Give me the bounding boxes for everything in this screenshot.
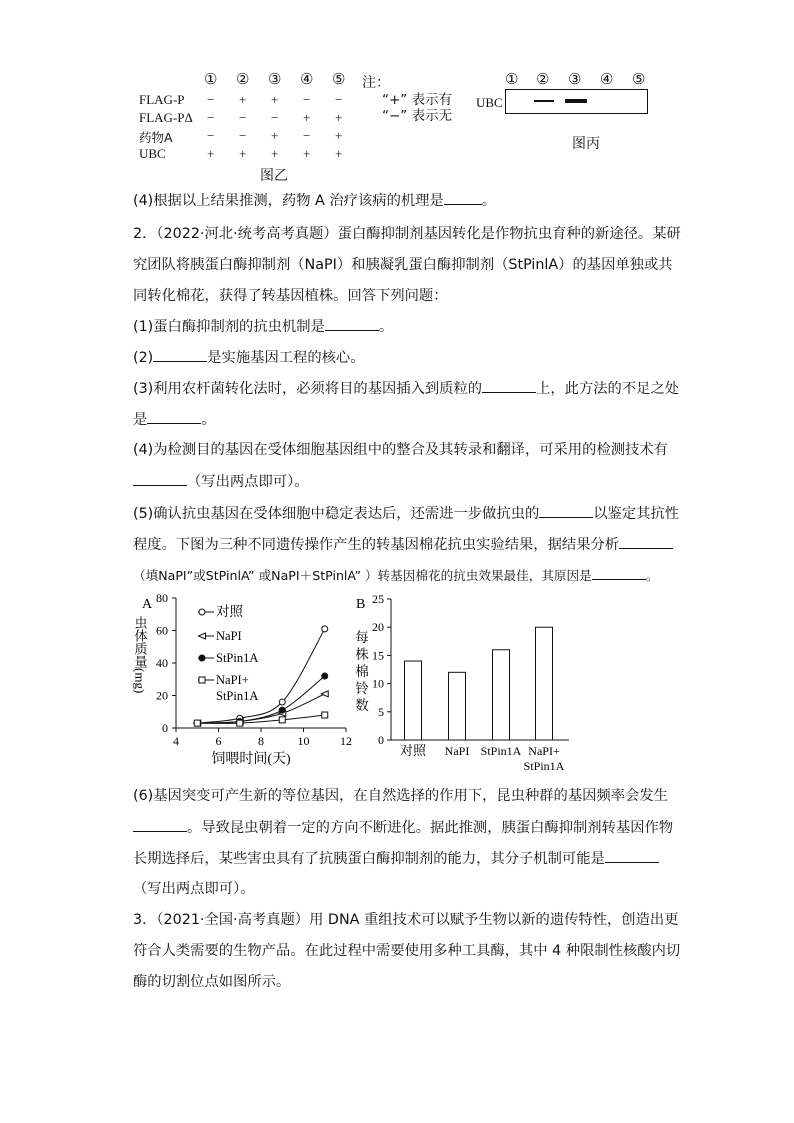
y-tick-label: 60	[156, 623, 168, 638]
x-tick-label: 10	[297, 734, 310, 748]
lane-number: ⑤	[632, 72, 646, 88]
sign-cell: −	[239, 110, 247, 125]
q2-intro-line2: 究团队将胰蛋白酶抑制剂（NaPI）和胰凝乳蛋白酶抑制剂（StPinlA）的基因单独或共	[133, 257, 673, 273]
series-0	[194, 626, 328, 726]
sign-cell: −	[207, 110, 215, 125]
series-2	[194, 673, 328, 726]
q2-part5-line1: (5)确认抗虫基因在受体细胞中稳定表达后，还需进一步做抗虫的 以鉴定其抗性	[133, 503, 679, 524]
x-tick-label: NaPI+	[528, 744, 560, 758]
marker-open-triangle	[199, 633, 206, 639]
row-label: FLAG-P	[139, 92, 185, 107]
y-tick-label: 20	[372, 620, 384, 635]
marker-open-square	[322, 712, 328, 718]
legend-label: NaPI+	[216, 673, 249, 687]
sign-cell: +	[239, 92, 247, 107]
lane-number: ③	[268, 72, 282, 88]
lane-number: ①	[505, 72, 519, 88]
marker-open-square	[237, 720, 243, 726]
q2-part3-line1: (3)利用农杆菌转化法时，必须将目的基因插入到质粒的 上，此方法的不足之处	[133, 378, 679, 399]
y-tick-label: 10	[372, 676, 384, 691]
lane-number: ②	[536, 72, 550, 88]
gel-band-2	[534, 100, 554, 102]
chart-a-insect-weight	[128, 588, 353, 774]
y-axis-label-char: 每	[355, 630, 369, 645]
lane-number: ④	[300, 72, 314, 88]
x-tick-label: 6	[215, 734, 222, 748]
y-tick-label: 0	[162, 721, 168, 735]
q1-part4: (4)根据以上结果推测，药物 A 治疗该病的机理是 。	[133, 190, 496, 211]
q2-part5-line3: （填NaPI”或StPinlA” 或NaPI＋StPinlA” ）转基因棉花的抗虫效果最佳，其原因是 。	[133, 565, 658, 586]
sign-cell: +	[271, 146, 279, 161]
y-tick-label: 80	[156, 591, 168, 605]
y-axis-label-char: 株	[355, 647, 369, 662]
marker-open-circle	[199, 609, 205, 615]
q2-intro-line1: 2．（2022·河北·统考高考真题）蛋白酶抑制剂基因转化是作物抗虫育种的新途径。某研	[133, 226, 681, 242]
chart-b-bolls-per-plant	[350, 588, 575, 778]
bar	[493, 650, 510, 740]
q3-line1: 3．（2021·全国·高考真题）用 DNA 重组技术可以赋予生物以新的遗传特性，创造出更	[133, 912, 679, 928]
sign-cell: −	[335, 92, 343, 107]
x-tick-label: 对照	[399, 743, 427, 758]
q2-part4-line1: (4)为检测目的基因在受体细胞基因组中的整合及其转录和翻译，可采用的检测技术有	[133, 442, 668, 458]
sign-cell: +	[335, 110, 343, 125]
sign-cell: +	[271, 92, 279, 107]
y-axis-label-char: 数	[355, 698, 369, 713]
x-tick-label: NaPI	[444, 744, 470, 758]
q2-part6-line2: 。导致昆虫朝着一定的方向不断进化。据此推测，胰蛋白酶抑制剂转基因作物	[133, 817, 673, 838]
marker-open-square	[279, 717, 285, 723]
bar	[449, 672, 466, 740]
sign-cell: +	[335, 128, 343, 143]
x-axis-label: 饲喂时间(天)	[211, 752, 291, 767]
sign-cell: −	[239, 128, 247, 143]
y-axis-label-char: 铃	[355, 681, 369, 696]
q2-intro-line3: 同转化棉花，获得了转基因植株。回答下列问题：	[133, 288, 448, 304]
q2-part2: (2) 是实施基因工程的核心。	[133, 347, 365, 368]
note-label: 注：	[362, 75, 390, 91]
x-tick-label: 12	[340, 734, 352, 748]
lane-number: ②	[236, 72, 250, 88]
sign-cell: −	[271, 110, 279, 125]
q3-line2: 符合人类需要的生物产品。在此过程中需要使用多种工具酶，其中 4 种限制性核酸内切	[133, 943, 681, 959]
gel-box	[505, 89, 648, 114]
q2-part1: (1)蛋白酶抑制剂的抗虫机制是 。	[133, 316, 393, 337]
panel-label: A	[142, 597, 153, 612]
y-tick-label: 15	[372, 648, 384, 663]
sign-cell: −	[303, 128, 311, 143]
y-tick-label: 5	[378, 704, 384, 719]
marker-open-square	[194, 720, 200, 726]
legend-label: NaPI	[216, 629, 242, 643]
lane-number: ④	[600, 72, 614, 88]
q2-part3-line2: 是 。	[133, 409, 216, 430]
marker-open-triangle	[321, 691, 328, 697]
marker-open-circle	[279, 699, 285, 705]
q2-part6-line3: 长期选择后，某些害虫具有了抗胰蛋白酶抑制剂的能力，其分子机制可能是	[133, 848, 659, 869]
figure-yi-caption: 图乙	[260, 168, 288, 184]
q2-part6-line4: （写出两点即可）。	[133, 881, 255, 897]
panel-label: B	[356, 597, 366, 612]
lane-number: ③	[568, 72, 582, 88]
sign-cell: −	[207, 92, 215, 107]
sign-cell: +	[271, 128, 279, 143]
lane-number: ⑤	[332, 72, 346, 88]
gel-band-3	[565, 99, 587, 103]
legend-label: StPin1A	[216, 689, 259, 703]
y-tick-label: 0	[378, 733, 384, 747]
q2-part6-line1: (6)基因突变可产生新的等位基因，在自然选择的作用下，昆虫种群的基因频率会发生	[133, 788, 668, 804]
x-tick-label: StPin1A	[523, 759, 565, 773]
series-1	[194, 691, 329, 726]
x-tick-label: StPin1A	[480, 744, 522, 758]
sign-cell: +	[239, 146, 247, 161]
figure-bing-row-label: UBC	[476, 95, 503, 110]
sign-cell: +	[303, 110, 311, 125]
lane-number: ①	[204, 72, 218, 88]
y-axis-label: 虫体质量(mg)	[132, 616, 148, 694]
figure-bing-caption: 图丙	[572, 136, 600, 152]
legend-label: 对照	[216, 604, 243, 619]
q2-part5-line2: 程度。下图为三种不同遗传操作产生的转基因棉花抗虫实验结果，据结果分析	[133, 534, 673, 555]
row-label: FLAG-PΔ	[139, 110, 193, 125]
row-label: 药物A	[139, 130, 173, 145]
legend	[198, 604, 258, 703]
sign-cell: +	[207, 146, 215, 161]
bar	[536, 627, 553, 740]
y-tick-label: 25	[372, 592, 384, 606]
q2-part4-line2: （写出两点即可）。	[133, 471, 309, 492]
marker-filled-circle	[199, 655, 205, 661]
sign-cell: −	[303, 92, 311, 107]
legend-label: StPin1A	[216, 651, 259, 665]
note-minus: “−” 表示无	[382, 108, 453, 124]
marker-open-square	[199, 677, 205, 683]
sign-cell: +	[303, 146, 311, 161]
marker-filled-circle	[279, 707, 285, 713]
y-tick-label: 40	[156, 656, 168, 670]
row-label: UBC	[139, 146, 166, 161]
x-tick-label: 8	[258, 734, 264, 748]
y-tick-label: 20	[156, 688, 168, 703]
q3-line3: 酶的切割位点如图所示。	[133, 974, 291, 990]
y-axis-label-char: 棉	[355, 664, 369, 679]
bar	[405, 661, 422, 740]
sign-cell: +	[335, 146, 343, 161]
note-plus: “+” 表示有	[382, 92, 453, 108]
sign-cell: −	[207, 128, 215, 143]
marker-filled-circle	[322, 673, 328, 679]
marker-open-circle	[322, 626, 328, 632]
x-tick-label: 4	[173, 734, 179, 748]
